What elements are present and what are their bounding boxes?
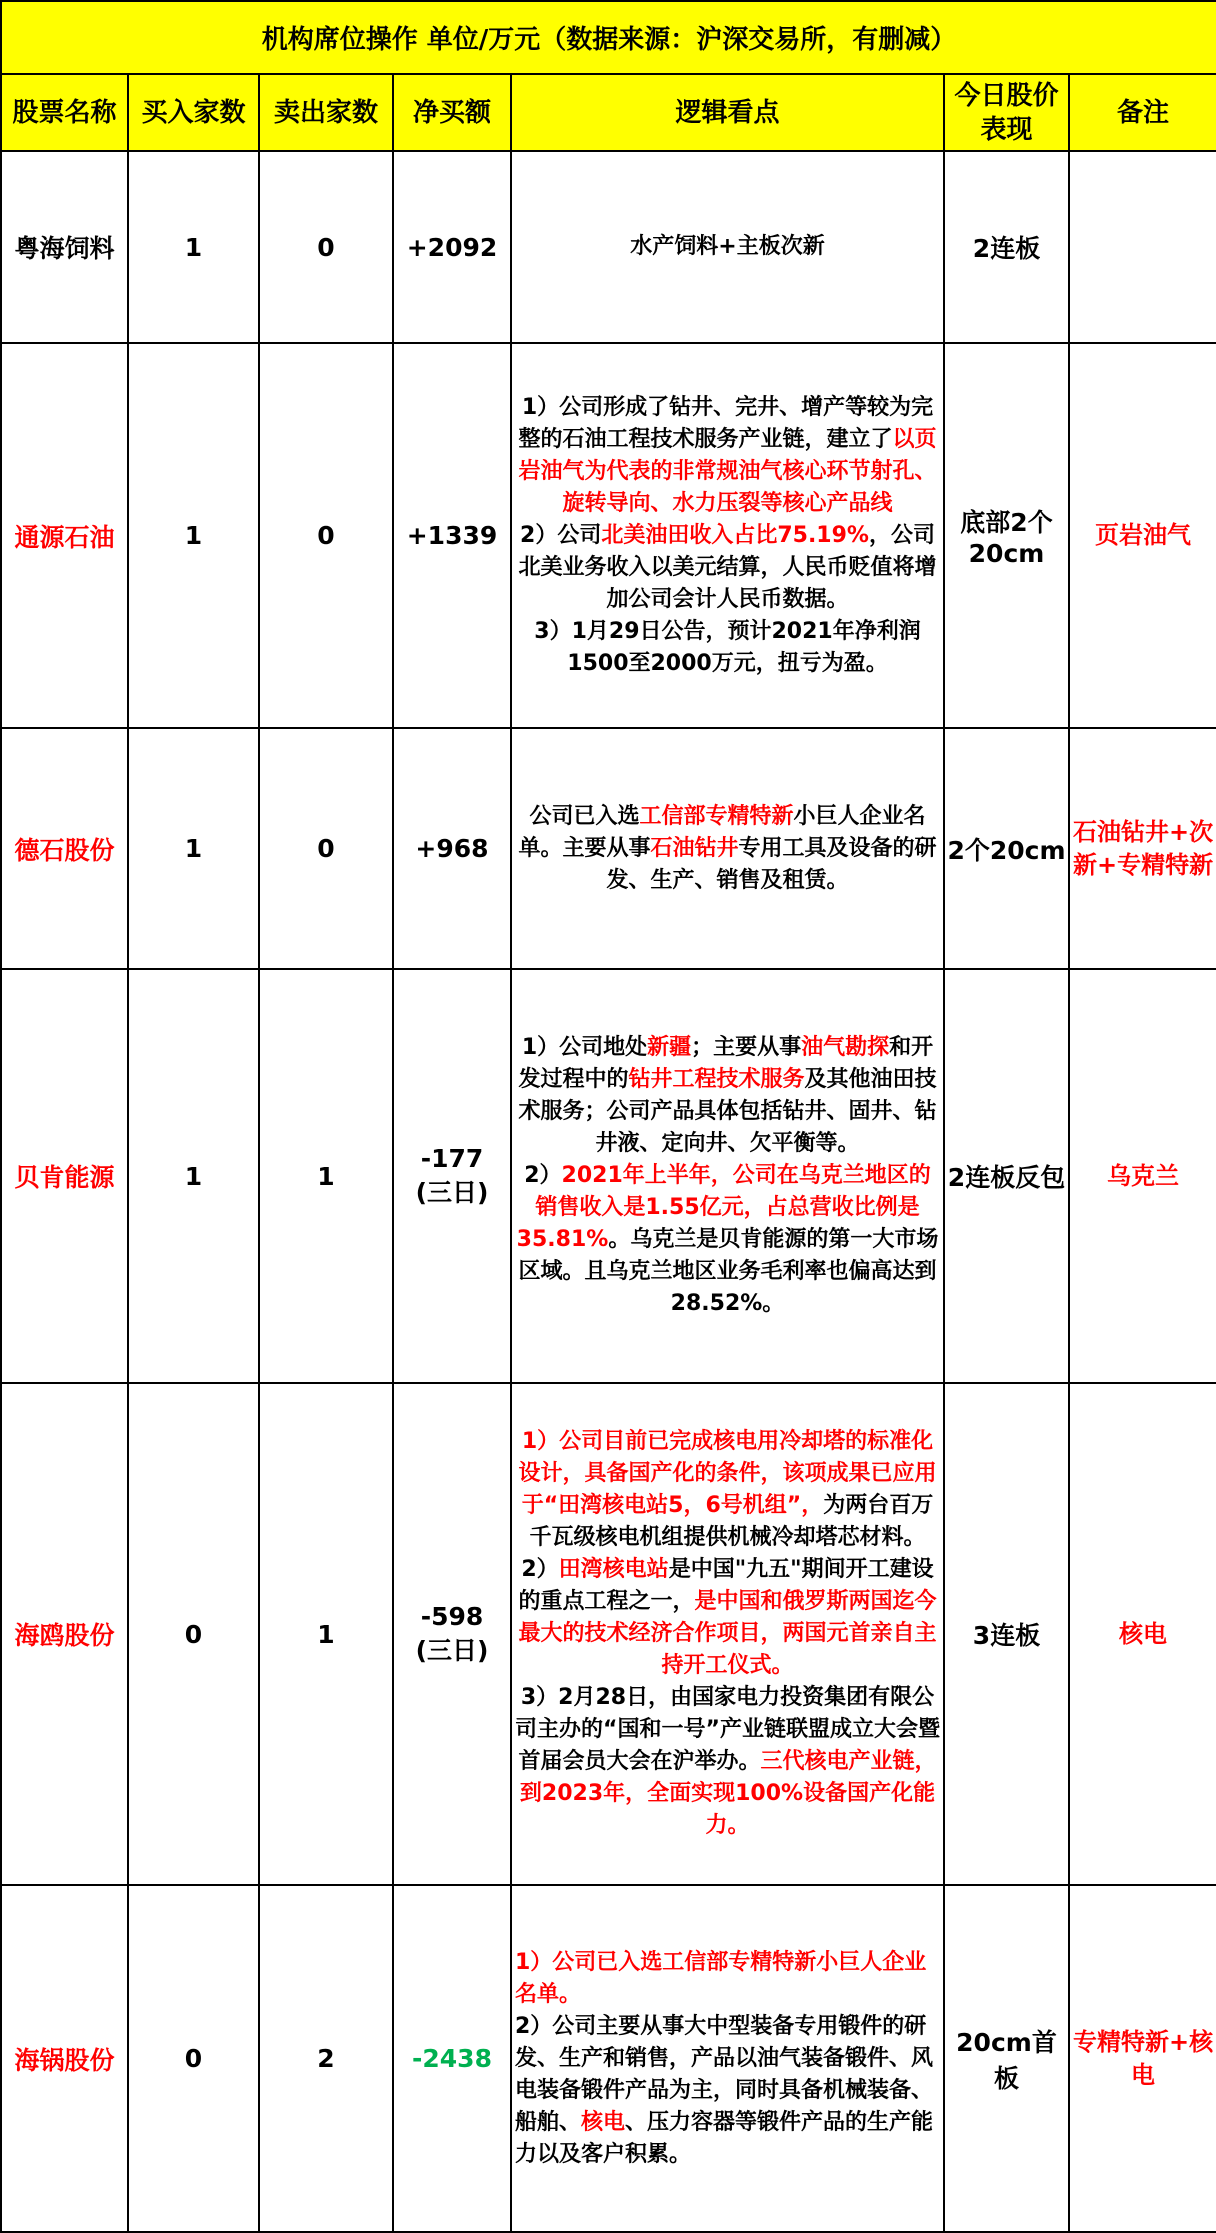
logic-text: 专用工具及设备的研发、生产、销售及租赁。 [606, 835, 937, 893]
logic-cell [511, 969, 944, 1383]
net-buy [393, 1383, 511, 1885]
logic-text: 2）公司 [520, 522, 602, 548]
logic-text: 3）2月28日，由国家电力投资集团有限公司主办的“国和一号”产业链联盟成立大会暨首届会员大会在沪举办。 [515, 1685, 940, 1774]
header-stock-name: 股票名称 [1, 74, 128, 151]
logic-highlight: 新疆 [647, 1035, 692, 1060]
price-performance: 3连板 [944, 1383, 1069, 1885]
logic-text: ；主要从事 [691, 1035, 802, 1060]
table-title: 机构席位操作 单位/万元（数据来源：沪深交易所，有删减） [1, 1, 1216, 74]
header-logic: 逻辑看点 [511, 74, 944, 151]
logic-highlight: 核电 [581, 2109, 626, 2135]
logic-text: 及其他油田技术服务；公司产品具体包括钻井、固井、钻井液、定向井、欠平衡等。 [518, 1067, 937, 1156]
net-buy: -2438 [393, 1885, 511, 2232]
logic-highlight: 油气勘探 [801, 1035, 890, 1060]
buy-count: 0 [128, 1383, 259, 1885]
logic-highlight: 工信部专精特新 [639, 803, 794, 829]
logic-highlight: 1）公司已入选工信部专精特新小巨人企业名单。 [515, 1949, 927, 2007]
logic-highlight: 是中国和俄罗斯两国迄今最大的技术经济合作项目，两国元首亲自主持开工仪式。 [518, 1589, 937, 1678]
sell-count: 0 [259, 343, 393, 728]
price-performance: 2连板 [944, 151, 1069, 343]
buy-count: 1 [128, 969, 259, 1383]
price-performance: 2连板反包 [944, 969, 1069, 1383]
logic-text: ，公司北美业务收入以美元结算，人民币贬值将增加公司会计人民币数据。 [518, 522, 937, 612]
logic-highlight: 三代核电产业链，到2023年，全面实现100%设备国产化能力。 [519, 1749, 937, 1838]
net-buy-period: (三日) [415, 1635, 489, 1665]
logic-cell [511, 1383, 944, 1885]
price-performance: 20cm首板 [944, 1885, 1069, 2232]
net-buy: +2092 [393, 151, 511, 343]
table-row [1, 151, 1216, 343]
logic-text: 为两台百万千瓦级核电机组提供机械冷却塔芯材料。 [529, 1493, 934, 1550]
logic-highlight: 石油钻井 [650, 835, 739, 861]
logic-text: 和开发过程中的 [518, 1035, 934, 1092]
header-row [1, 74, 1216, 151]
logic-text: 、压力容器等锻件产品的生产能力以及客户积累。 [515, 2109, 934, 2167]
stock-name: 海锅股份 [1, 1885, 128, 2232]
header-buy-count: 买入家数 [128, 74, 259, 151]
logic-text: 小巨人企业名单。主要从事 [518, 803, 926, 861]
logic-text: 。乌克兰是贝肯能源的第一大市场区域。且乌克兰地区业务毛利率也偏高达到28.52%。 [518, 1227, 939, 1316]
buy-count: 1 [128, 343, 259, 728]
logic-text: 1）公司地处 [521, 1035, 648, 1060]
logic-cell [511, 343, 944, 728]
net-buy-period: (三日) [415, 1177, 489, 1207]
logic-text: 3）1月29日公告，预计2021年净利润1500至2000万元，扭亏为盈。 [534, 618, 921, 676]
logic-highlight: 钻井工程技术服务 [628, 1067, 805, 1092]
logic-text: 1）公司形成了钻井、完井、增产等较为完整的石油工程技术服务产业链，建立了 [518, 394, 934, 452]
table-row [1, 343, 1216, 728]
logic-text: 2）公司主要从事大中型装备专用锻件的研发、生产和销售，产品以油气装备锻件、风电装备锻件产品为主，同时具备机械装备、船舶、 [515, 2013, 934, 2135]
stock-name: 海鸥股份 [1, 1383, 128, 1885]
header-price-performance: 今日股价表现 [944, 74, 1069, 151]
logic-highlight: 以页岩油气为代表的非常规油气核心环节射孔、旋转导向、水力压裂等核心产品线 [518, 426, 937, 516]
net-buy [393, 969, 511, 1383]
logic-text: 2） [521, 1557, 559, 1582]
price-performance-line1: 底部2个 [960, 508, 1053, 537]
logic-highlight: 1）公司目前已完成核电用冷却塔的标准化设计，具备国产化的条件，该项成果已应用于“田湾核电站5，6号机组”， [518, 1429, 937, 1518]
table-row [1, 1885, 1216, 2232]
sell-count: 0 [259, 151, 393, 343]
price-performance [944, 343, 1069, 728]
logic-highlight: 田湾核电站 [558, 1557, 669, 1582]
header-remark: 备注 [1069, 74, 1216, 151]
logic-highlight: 2021年上半年，公司在乌克兰地区的销售收入是1.55亿元，占总营收比例是35.81% [516, 1163, 931, 1252]
logic-cell [511, 151, 944, 343]
logic-cell [511, 728, 944, 969]
remark: 乌克兰 [1069, 969, 1216, 1383]
stock-name: 德石股份 [1, 728, 128, 969]
remark: 核电 [1069, 1383, 1216, 1885]
logic-text: 2） [524, 1163, 562, 1188]
stock-name: 贝肯能源 [1, 969, 128, 1383]
remark: 石油钻井+次新+专精特新 [1069, 728, 1216, 969]
table-row [1, 1383, 1216, 1885]
logic-text: 是中国"九五"期间开工建设的重点工程之一， [518, 1557, 934, 1614]
logic-highlight: 北美油田收入占比75.19% [601, 522, 869, 548]
price-performance: 2个20cm [944, 728, 1069, 969]
buy-count: 1 [128, 728, 259, 969]
net-buy-value: -598 [420, 1601, 484, 1631]
sell-count: 1 [259, 969, 393, 1383]
stock-name: 通源石油 [1, 343, 128, 728]
sell-count: 0 [259, 728, 393, 969]
buy-count: 0 [128, 1885, 259, 2232]
net-buy-value: -177 [420, 1143, 484, 1173]
logic-cell [511, 1885, 944, 2232]
remark [1069, 151, 1216, 343]
table-row [1, 728, 1216, 969]
sell-count: 1 [259, 1383, 393, 1885]
price-performance-line2: 20cm [968, 539, 1045, 568]
sell-count: 2 [259, 1885, 393, 2232]
header-sell-count: 卖出家数 [259, 74, 393, 151]
buy-count: 1 [128, 151, 259, 343]
remark: 页岩油气 [1069, 343, 1216, 728]
remark: 专精特新+核电 [1069, 1885, 1216, 2232]
table-row [1, 969, 1216, 1383]
net-buy: +968 [393, 728, 511, 969]
header-net-buy: 净买额 [393, 74, 511, 151]
logic-text: 公司已入选 [529, 803, 640, 829]
logic-text: 水产饲料+主板次新 [630, 234, 825, 259]
net-buy: +1339 [393, 343, 511, 728]
stock-name: 粤海饲料 [1, 151, 128, 343]
